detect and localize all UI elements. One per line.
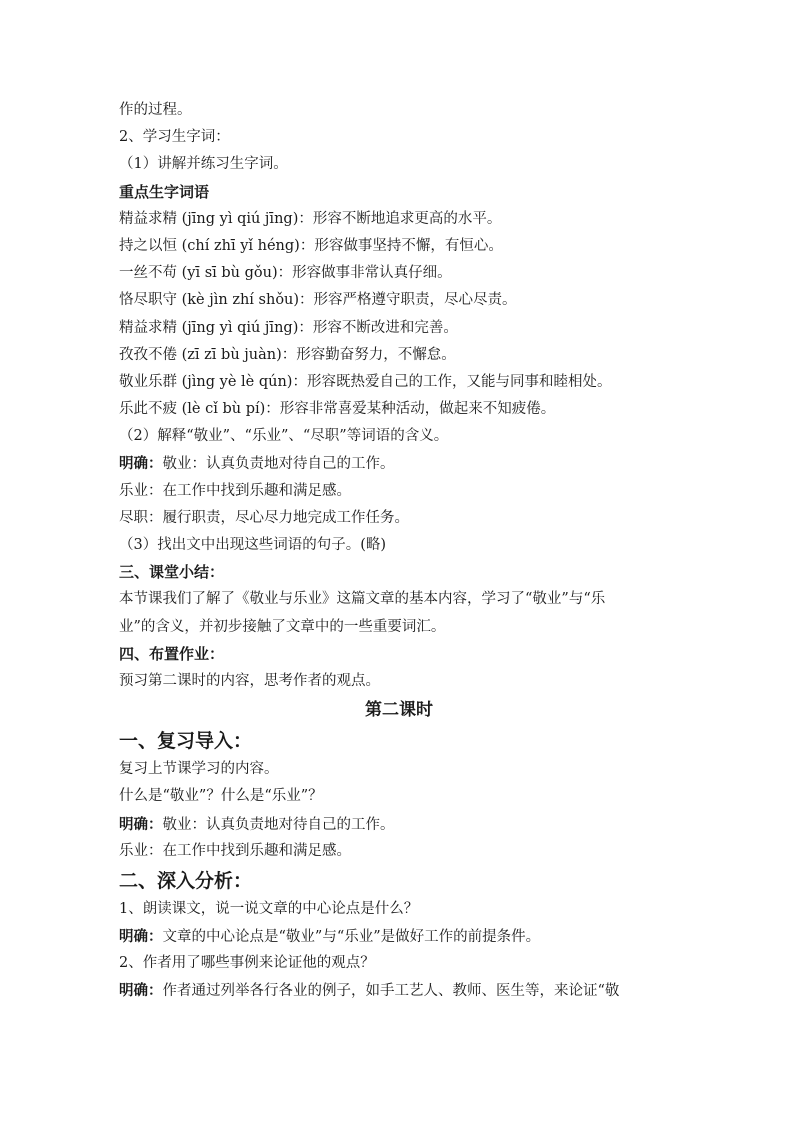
answer-line xyxy=(119,811,679,838)
sub-item: （3）找出文中出现这些词语的句子。(略) xyxy=(119,537,387,553)
question: 1、朗读课文，说一说文章的中心论点是什么？ xyxy=(119,900,419,917)
vocab-entry: 敬业乐群 (jìng yè lè qún)：形容既热爱自己的工作，又能与同事和睦相处。 xyxy=(119,373,612,390)
answer-label: 明确： xyxy=(119,982,163,1000)
paragraph: 本节课我们了解了《敬业与乐业》这篇文章的基本内容，学习了“敬业”与“乐 xyxy=(119,591,606,608)
paragraph: 预习第二课时的内容，思考作者的观点。 xyxy=(119,672,380,689)
question: 2、作者用了哪些事例来论证他的观点？ xyxy=(119,955,375,972)
vocab-entry: 精益求精 (jīng yì qiú jīng)：形容不断改进和完善。 xyxy=(119,319,458,336)
paragraph: 什么是“敬业”？什么是“乐业”？ xyxy=(119,788,323,805)
answer-label: 明确： xyxy=(119,815,163,833)
section-heading-homework: 四、布置作业： xyxy=(119,644,225,663)
paragraph: 作的过程。 xyxy=(119,102,192,118)
section-heading-review: 一、复习导入： xyxy=(119,730,253,753)
vocab-entry: 孜孜不倦 (zī zī bù juàn)：形容勤奋努力，不懈怠。 xyxy=(119,346,456,363)
vocab-entry: 精益求精 (jīng yì qiú jīng)：形容不断地追求更高的水平。 xyxy=(119,210,502,227)
vocab-entry: 一丝不苟 (yī sī bù gǒu)：形容做事非常认真仔细。 xyxy=(119,265,452,282)
paragraph: 乐业：在工作中找到乐趣和满足感。 xyxy=(119,842,351,859)
subheading-vocab: 重点生字词语 xyxy=(119,182,210,201)
sub-item: （2）解释“敬业”、“乐业”、“尽职”等词语的含义。 xyxy=(119,428,449,445)
paragraph: 业”的含义，并初步接触了文章中的一些重要词汇。 xyxy=(119,618,446,635)
vocab-entry: 持之以恒 (chí zhī yǐ héng)：形容做事坚持不懈，有恒心。 xyxy=(119,237,503,254)
paragraph: 尽职：履行职责，尽心尽力地完成工作任务。 xyxy=(119,509,409,526)
vocab-entry: 恪尽职守 (kè jìn zhí shǒu)：形容严格遵守职责，尽心尽责。 xyxy=(119,292,517,309)
paragraph: 复习上节课学习的内容。 xyxy=(119,761,279,778)
answer-text: 文章的中心论点是“敬业”与“乐业”是做好工作的前提条件。 xyxy=(162,929,541,946)
answer-line xyxy=(119,450,679,477)
vocab-entry: 乐此不疲 (lè cǐ bù pí)：形容非常喜爱某种活动，做起来不知疲倦。 xyxy=(119,401,556,418)
answer-label: 明确： xyxy=(119,455,163,473)
document-body xyxy=(119,97,679,1005)
section-heading-summary: 三、课堂小结： xyxy=(119,563,225,582)
answer-line xyxy=(119,923,679,950)
section-item: 2、学习生字词： xyxy=(119,129,230,146)
answer-text: 敬业：认真负责地对待自己的工作。 xyxy=(162,816,395,833)
section-heading-analysis: 二、深入分析： xyxy=(119,869,253,892)
lesson-title: 第二课时 xyxy=(365,700,433,721)
answer-text: 敬业：认真负责地对待自己的工作。 xyxy=(162,456,395,473)
paragraph: 乐业：在工作中找到乐趣和满足感。 xyxy=(119,482,351,499)
answer-line xyxy=(119,977,679,1004)
answer-text: 作者通过列举各行各业的例子，如手工艺人、教师、医生等，来论证“敬 xyxy=(162,983,620,1000)
answer-label: 明确： xyxy=(119,928,163,946)
sub-item: （1）讲解并练习生字词。 xyxy=(119,156,288,173)
